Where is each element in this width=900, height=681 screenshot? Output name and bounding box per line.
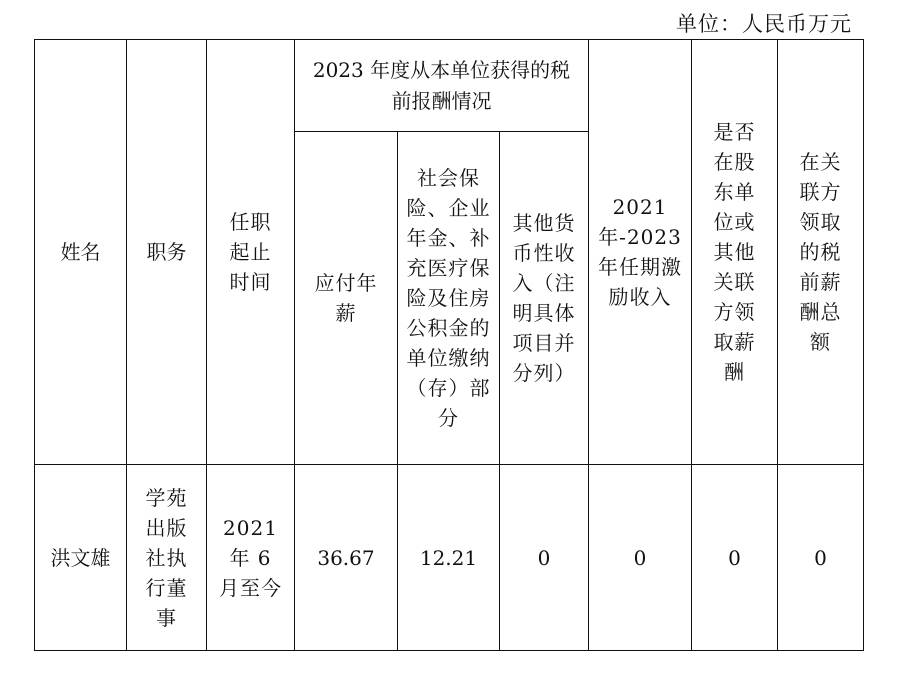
cell-related-total — [778, 465, 864, 651]
cell-position — [127, 465, 207, 651]
header-related-total-text: 在关联方领取的税前薪酬总额 — [799, 150, 842, 354]
header-name — [35, 40, 127, 465]
cell-tenure — [207, 465, 295, 651]
header-other-income — [500, 132, 589, 465]
header-name-text: 姓名 — [60, 240, 101, 264]
cell-salary — [295, 465, 398, 651]
header-incentive-text: 2021 年-2023 年任期激励收入 — [598, 195, 683, 309]
cell-other-income — [500, 465, 589, 651]
cell-salary-text: 36.67 — [317, 545, 375, 570]
cell-shareholder-pay — [692, 465, 778, 651]
cell-position-text: 学苑出版社执行董事 — [145, 485, 188, 630]
header-social-text: 社会保险、企业年金、补充医疗保险及住房公积金的单位缴纳（存）部分 — [406, 166, 491, 430]
cell-social — [398, 465, 500, 651]
header-tenure — [207, 40, 295, 465]
header-social — [398, 132, 500, 465]
cell-tenure-text: 2021 年 6 月至今 — [219, 515, 282, 600]
cell-incentive — [589, 465, 692, 651]
cell-shareholder-pay-text: 0 — [728, 545, 741, 570]
header-tenure-text: 任职起止时间 — [229, 210, 272, 294]
cell-name-text: 洪文雄 — [50, 545, 111, 570]
unit-note: 单位：人民币万元 — [676, 12, 852, 36]
header-position — [127, 40, 207, 465]
header-group-2023 — [295, 40, 589, 132]
header-salary — [295, 132, 398, 465]
header-shareholder-pay-text: 是否在股东单位或其他关联方领取薪酬 — [713, 120, 756, 384]
header-related-total — [778, 40, 864, 465]
cell-incentive-text: 0 — [633, 545, 647, 570]
cell-related-total-text: 0 — [814, 545, 827, 570]
header-salary-text: 应付年薪 — [314, 271, 378, 325]
header-incentive — [589, 40, 692, 465]
header-other-income-text: 其他货币性收入（注明具体项目并分列） — [512, 211, 576, 385]
header-shareholder-pay — [692, 40, 778, 465]
header-group-2023-text: 2023 年度从本单位获得的税前报酬情况 — [312, 57, 571, 113]
cell-name — [35, 465, 127, 651]
header-row-top — [35, 40, 864, 132]
cell-other-income-text: 0 — [537, 545, 551, 570]
header-position-text: 职务 — [146, 240, 187, 264]
cell-social-text: 12.21 — [419, 545, 478, 570]
compensation-table — [34, 39, 864, 651]
table-row — [35, 465, 864, 651]
